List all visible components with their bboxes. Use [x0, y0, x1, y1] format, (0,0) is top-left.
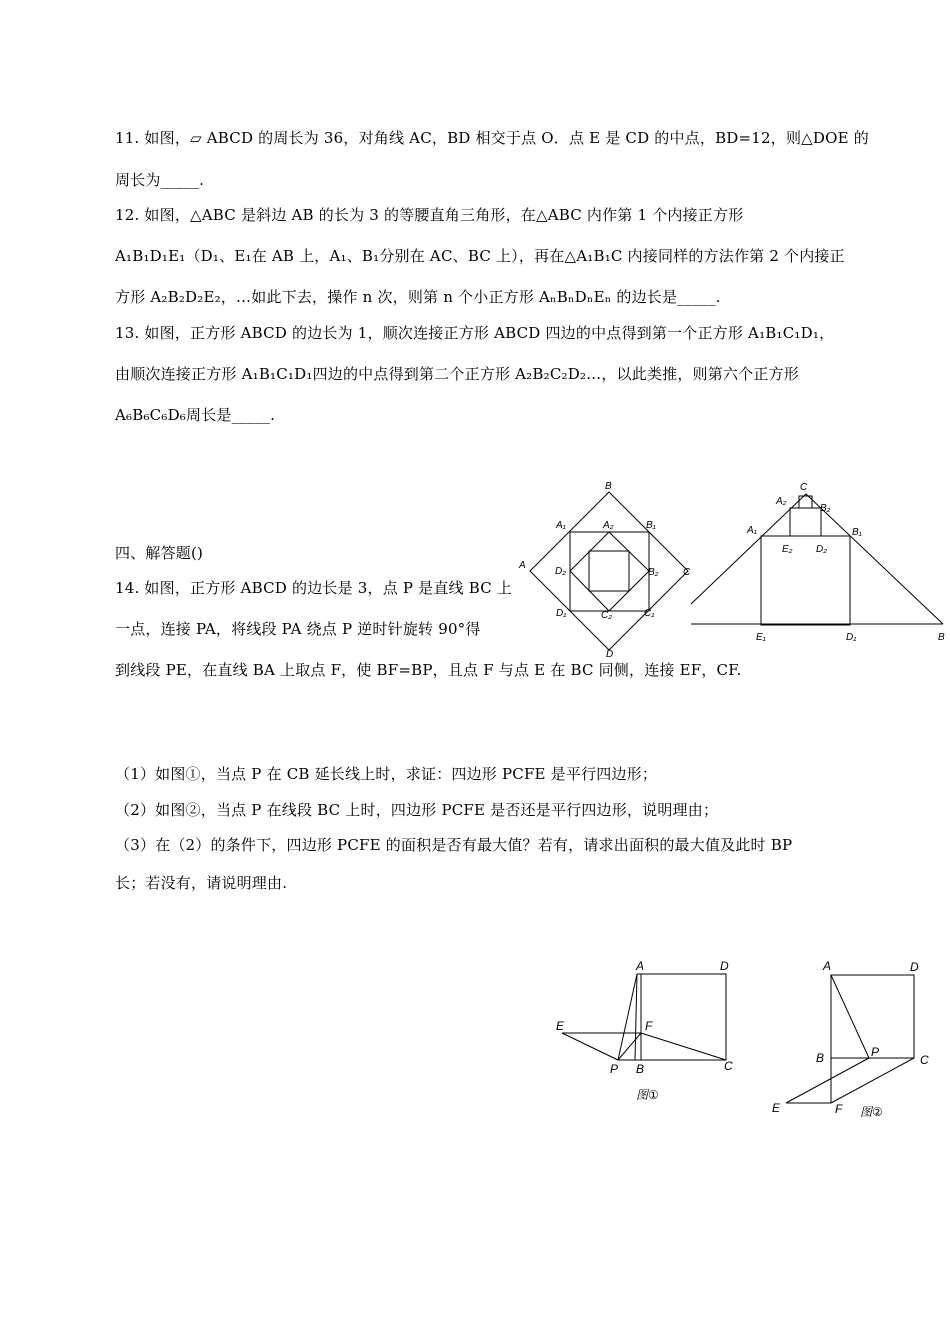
label-F: F: [835, 1102, 843, 1116]
label-P: P: [871, 1045, 880, 1059]
label-B: B: [636, 1062, 645, 1076]
label-B: B: [605, 481, 612, 492]
segment-pe: [562, 1033, 618, 1060]
outer-diamond: [530, 492, 688, 650]
q13-line3: A₆B₆C₆D₆周长是_____.: [115, 406, 276, 424]
label-D1: D₁: [846, 632, 857, 643]
square-abcd: [641, 974, 726, 1060]
label-A2: A₂: [776, 496, 787, 507]
label-B: B: [938, 632, 945, 643]
figure-2-caption: 图②: [860, 1105, 883, 1119]
q13-line1: 13. 如图，正方形 ABCD 的边长为 1，顺次连接正方形 ABCD 四边的中点得到第一个正方形 A₁B₁C₁D₁，: [115, 324, 835, 342]
q14-part3b: 长；若没有，请说明理由.: [115, 874, 288, 892]
q11-line2: 周长为_____.: [115, 171, 205, 189]
label-A1: A₁: [747, 525, 757, 536]
label-A1: A₁: [556, 520, 566, 531]
label-C: C: [800, 482, 808, 493]
label-B2: B₂: [820, 503, 831, 514]
label-E1: E₁: [756, 632, 766, 643]
label-D: D: [720, 959, 729, 973]
label-B1: B₁: [852, 527, 862, 538]
label-E2: E₂: [782, 544, 793, 555]
figure-2: [768, 955, 950, 1125]
label-C2: C₂: [601, 610, 613, 621]
square-2: [790, 508, 821, 536]
square-1: [761, 536, 850, 625]
label-D: D: [910, 960, 919, 974]
label-D2: D₂: [555, 566, 567, 577]
segment-fc: [641, 1033, 726, 1060]
label-B: B: [816, 1051, 825, 1065]
q13-line2: 由顺次连接正方形 A₁B₁C₁D₁四边的中点得到第二个正方形 A₂B₂C₂D₂…，以此类推，则第六个正方形: [115, 365, 799, 383]
segment-ab-ext: [635, 974, 637, 1060]
square-a2b2c2d2: [570, 532, 649, 611]
q14-part3a: （3）在（2）的条件下，四边形 PCFE 的面积是否有最大值？若有，请求出面积的最大值及此时 BP: [115, 836, 793, 854]
q12-line1: 12. 如图，△ABC 是斜边 AB 的长为 3 的等腰直角三角形，在△ABC 内作第 1 个内接正方形: [115, 206, 744, 224]
label-E: E: [556, 1019, 565, 1033]
figure-1: [550, 955, 750, 1110]
segment-pa: [618, 974, 637, 1060]
square-a1b1c1d1: [570, 532, 649, 611]
segment-fc: [831, 1058, 914, 1103]
label-C: C: [920, 1053, 929, 1067]
nested-squares-figure: [515, 478, 700, 658]
label-D: D: [606, 649, 614, 658]
label-P: P: [610, 1062, 619, 1076]
label-B1: B₁: [646, 520, 656, 531]
label-D2: D₂: [816, 544, 828, 555]
figure-1-caption: 图①: [636, 1088, 659, 1102]
q14-line1: 14. 如图，正方形 ABCD 的边长是 3，点 P 是直线 BC 上: [115, 579, 513, 597]
label-F: F: [645, 1019, 653, 1033]
label-A: A: [519, 560, 526, 571]
label-C: C: [724, 1059, 733, 1073]
q14-part1: （1）如图①，当点 P 在 CB 延长线上时，求证：四边形 PCFE 是平行四边形；: [115, 765, 658, 783]
triangle-squares-figure: [688, 478, 950, 648]
q11-line1: 11. 如图，▱ ABCD 的周长为 36，对角线 AC，BD 相交于点 O．点 E 是 CD 的中点，BD=12，则△DOE 的: [115, 129, 869, 147]
segment-pe: [786, 1058, 869, 1103]
inner-square: [589, 551, 629, 591]
label-E: E: [772, 1101, 781, 1115]
label-A2: A₂: [603, 520, 614, 531]
q12-line2: A₁B₁D₁E₁（D₁、E₁在 AB 上，A₁、B₁分别在 AC、BC 上），再在△A₁B₁C 内接同样的方法作第 2 个内接正: [115, 247, 845, 265]
q14-part2: （2）如图②，当点 P 在线段 BC 上时，四边形 PCFE 是否还是平行四边形，说明理由；: [115, 801, 719, 819]
label-A: A: [636, 959, 645, 973]
q14-line2: 一点，连接 PA，将线段 PA 绕点 P 逆时针旋转 90°得: [115, 620, 481, 638]
triangle-legs: [691, 494, 943, 624]
label-B2: B₂: [648, 567, 659, 578]
section-heading: 四、解答题(): [115, 544, 204, 562]
q14-line3: 到线段 PE，在直线 BA 上取点 F，使 BF=BP，且点 F 与点 E 在 BC 同侧，连接 EF，CF.: [115, 661, 742, 679]
q12-line3: 方形 A₂B₂D₂E₂，…如此下去，操作 n 次，则第 n 个小正方形 AₙBₙDₙEₙ 的边长是_____.: [115, 288, 721, 306]
segment-pa: [831, 975, 869, 1058]
label-A: A: [823, 959, 832, 973]
label-D1: D₁: [556, 608, 567, 619]
label-C: C: [683, 567, 691, 578]
label-C1: C₁: [644, 608, 655, 619]
